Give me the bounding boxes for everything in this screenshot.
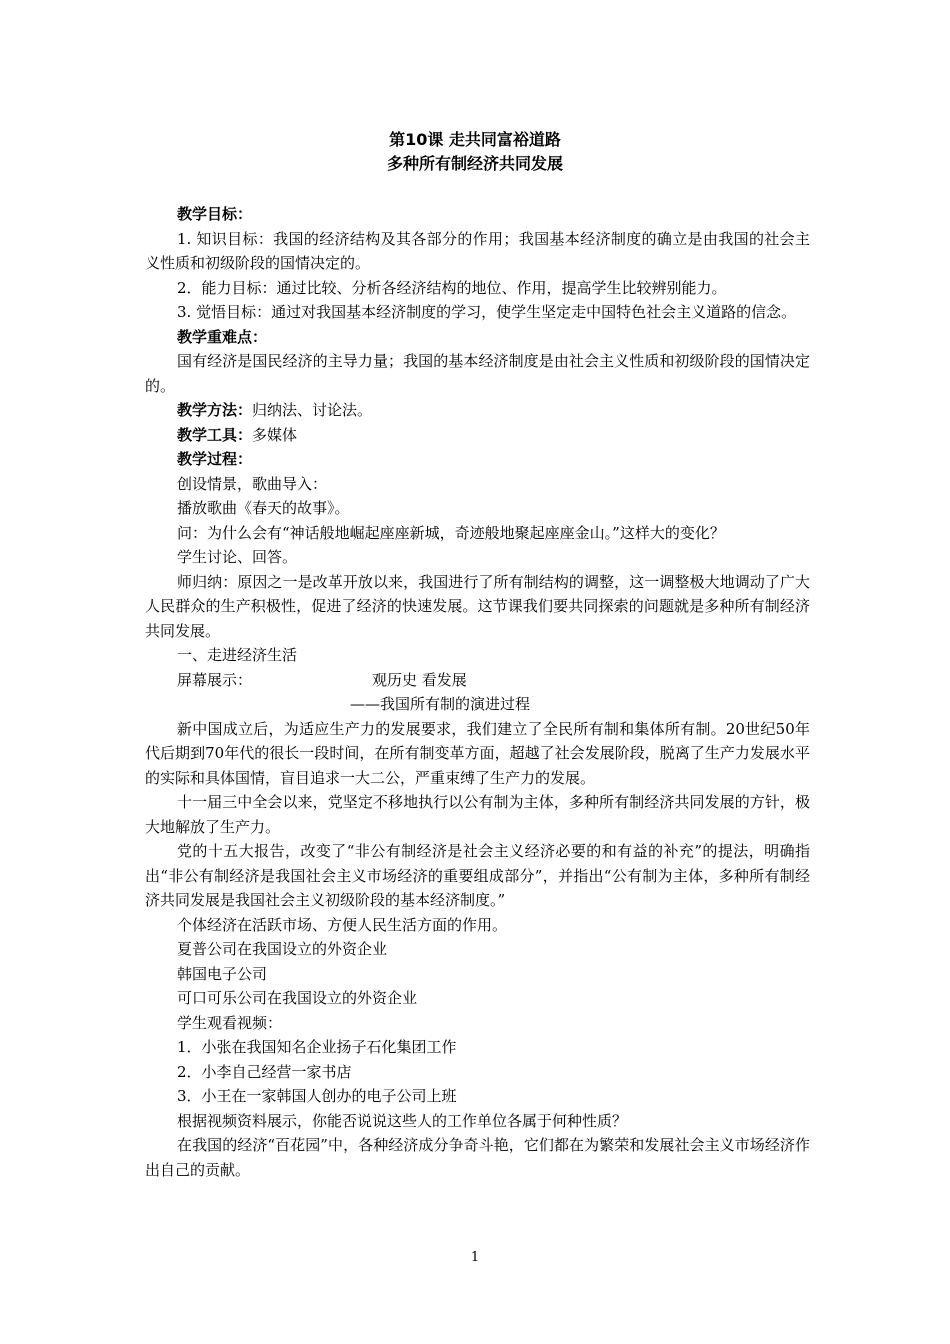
paragraph: 3. 觉悟目标：通过对我国基本经济制度的学习，使学生坚定走中国特色社会主义道路的信念。 <box>177 303 797 321</box>
paragraph: 可口可乐公司在我国设立的外资企业 <box>177 989 418 1007</box>
paragraph: 新中国成立后，为适应生产力的发展要求，我们建立了全民所有制和集体所有制。20世纪50年代后期到70年代的很长一段时间，在所有制变革方面，超越了社会发展阶段，脱离了生产力发展水平的实际和具体国情，盲目追求一大二公，严重束缚了生产力的发展。 <box>145 719 810 787</box>
paragraph: 2．能力目标：通过比较、分析各经济结构的地位、作用，提高学生比较辨别能力。 <box>177 278 727 297</box>
paragraph: 国有经济是国民经济的主导力量；我国的基本经济制度是由社会主义性质和初级阶段的国情决定的。 <box>145 352 810 395</box>
screen-label: 屏幕展示： <box>177 670 253 689</box>
paragraph: 根据视频资料展示，你能否说说这些人的工作单位各属于何种性质？ <box>177 1111 628 1130</box>
paragraph: 学生观看视频： <box>177 1013 283 1032</box>
screen-display-line <box>145 668 810 693</box>
paragraph: 十一届三中全会以来，党坚定不移地执行以公有制为主体，多种所有制经济共同发展的方针，极大地解放了生产力。 <box>145 793 810 836</box>
paragraph: 学生讨论、回答。 <box>177 548 298 566</box>
page-number: 1 <box>470 1250 480 1265</box>
paragraph: 个体经济在活跃市场、方便人民生活方面的作用。 <box>177 915 508 934</box>
paragraph: 3．小王在一家韩国人创办的电子公司上班 <box>177 1087 457 1105</box>
labeled-paragraph <box>145 398 810 423</box>
paragraph: 党的十五大报告，改变了“非公有制经济是社会主义经济必要的和有益的补充”的提法，明确指出“非公有制经济是我国社会主义市场经济的重要组成部分”，并指出“公有制为主体，多种所有制经济共同发展是我国社会主义初级阶段的基本经济制度。” <box>145 842 810 909</box>
section-heading: 教学重难点： <box>177 327 268 346</box>
paragraph-text: 多媒体 <box>252 425 298 444</box>
paragraph: 创设情景，歌曲导入： <box>177 474 328 493</box>
paragraph-label: 教学工具： <box>177 425 253 444</box>
section-heading: 教学目标： <box>177 205 253 223</box>
screen-text: 观历史 看发展 <box>372 670 467 689</box>
paragraph: 1. 知识目标：我国的经济结构及其各部分的作用；我国基本经济制度的确立是由我国的社会主义性质和初级阶段的国情决定的。 <box>145 229 810 272</box>
paragraph-text: 归纳法、讨论法。 <box>252 401 373 419</box>
paragraph: 一、走进经济生活 <box>177 646 298 664</box>
paragraph: 在我国的经济“百花园”中，各种经济成分争奇斗艳，它们都在为繁荣和发展社会主义市场经济作出自己的贡献。 <box>145 1136 810 1179</box>
paragraph: 2．小李自己经营一家书店 <box>177 1062 352 1081</box>
paragraph-label: 教学方法： <box>177 401 253 419</box>
paragraph: 问：为什么会有“神话般地崛起座座新城，奇迹般地聚起座座金山。”这样大的变化？ <box>177 523 725 542</box>
paragraph: 播放歌曲《春天的故事》。 <box>177 499 350 517</box>
screen-subtitle: ——我国所有制的演进过程 <box>350 695 531 713</box>
document-body <box>145 202 810 1182</box>
lesson-subtitle: 多种所有制经济共同发展 <box>386 154 563 173</box>
paragraph: 夏普公司在我国设立的外资企业 <box>177 940 388 958</box>
labeled-paragraph <box>145 423 810 448</box>
lesson-title: 第10课 走共同富裕道路 <box>389 130 561 149</box>
paragraph: 1．小张在我国知名企业扬子石化集团工作 <box>177 1038 457 1056</box>
paragraph: 师归纳：原因之一是改革开放以来，我国进行了所有制结构的调整，这一调整极大地调动了广大人民群众的生产积极性，促进了经济的快速发展。这节课我们要共同探索的问题就是多种所有制经济共同发展。 <box>145 572 810 640</box>
section-heading: 教学过程： <box>177 450 253 468</box>
paragraph: 韩国电子公司 <box>177 964 268 983</box>
